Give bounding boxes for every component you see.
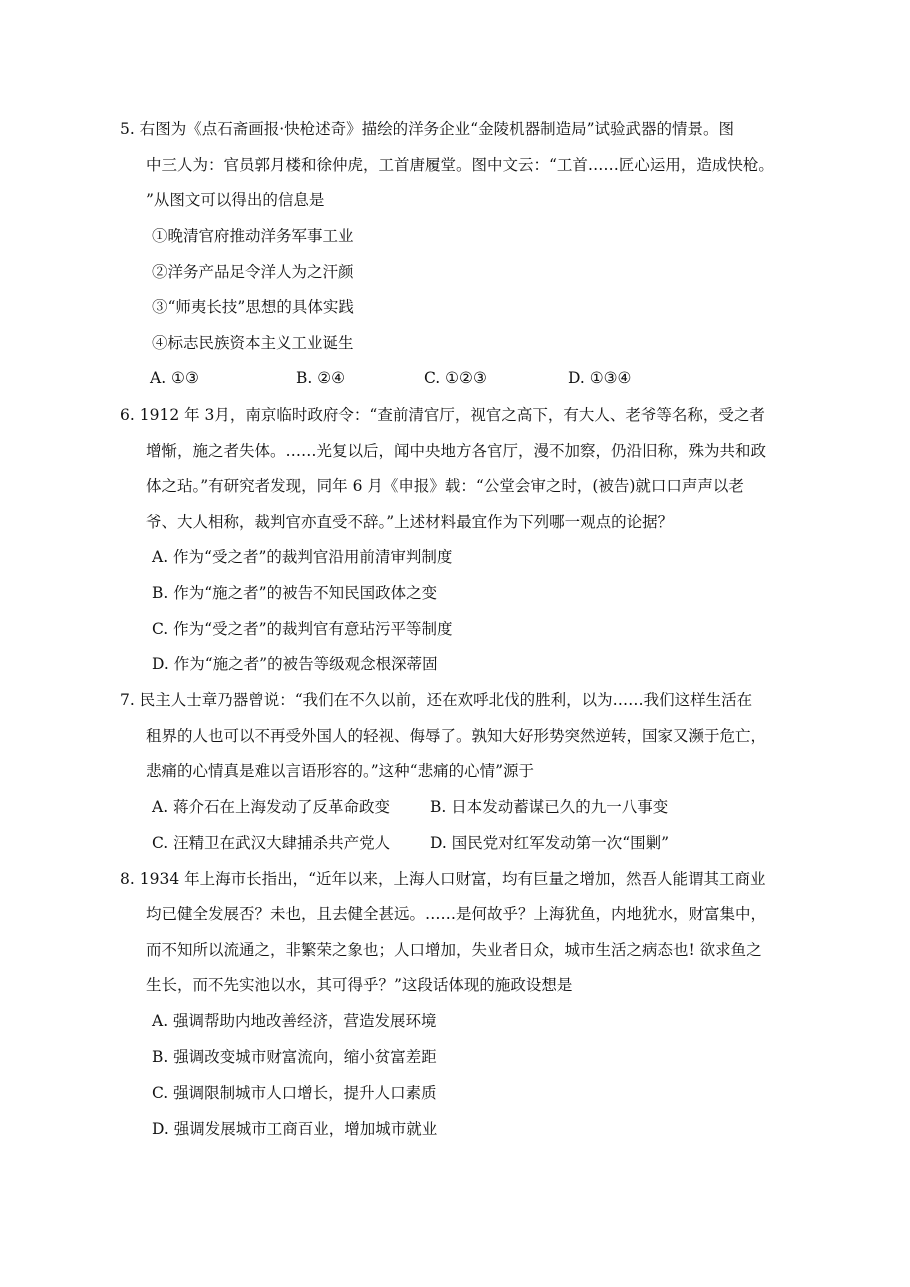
question-5-option-a[interactable]: A. ①③	[150, 369, 199, 387]
question-7-line-2: 租界的人也可以不再受外国人的轻视、侮辱了。孰知大好形势突然逆转，国家又濒于危亡，	[146, 727, 767, 745]
question-8-stem-text: 1934 年上海市长指出，“近年以来，上海人口财富，均有巨量之增加，然吾人能谓其工商业	[139, 870, 766, 888]
question-6-line-4: 爷、大人相称，裁判官亦直受不辞。”上述材料最宜作为下列哪一观点的论据？	[146, 513, 674, 531]
question-7-option-a[interactable]: A. 蒋介石在上海发动了反革命政变	[152, 798, 391, 816]
question-7-line-3: 悲痛的心情真是难以言语形容的。”这种“悲痛的心情”源于	[146, 762, 535, 780]
question-5-option-d[interactable]: D. ①③④	[568, 369, 632, 387]
question-8-option-d[interactable]: D. 强调发展城市工商百业，增加城市就业	[152, 1120, 438, 1138]
question-8-line-3: 而不知所以流通之，非繁荣之象也；人口增加，失业者日众，城市生活之病态也! 欲求鱼之	[146, 941, 762, 959]
question-6-option-d[interactable]: D. 作为“施之者”的被告等级观念根深蒂固	[152, 655, 438, 673]
question-6-stem-text: 1912 年 3月，南京临时政府令：“查前清官厅，视官之高下，有大人、老爷等名称，受之者	[139, 406, 765, 424]
question-5-number: 5.	[120, 120, 135, 138]
question-6-number: 6.	[120, 406, 135, 424]
question-6-line-3: 体之玷。”有研究者发现，同年 6 月《申报》载：“公堂会审之时，(被告)就口口声声以老	[146, 477, 744, 495]
question-5-line-1	[120, 118, 734, 140]
question-5-option-c[interactable]: C. ①②③	[424, 369, 487, 387]
question-6-option-a[interactable]: A. 作为“受之者”的裁判官沿用前清审判制度	[152, 548, 453, 566]
question-7-number: 7.	[120, 691, 135, 709]
question-5-item-2: ②洋务产品足令洋人为之汗颜	[152, 263, 354, 281]
question-7-option-c[interactable]: C. 汪精卫在武汉大肆捕杀共产党人	[152, 834, 391, 852]
question-7-stem-text: 民主人士章乃器曾说：“我们在不久以前，还在欢呼北伐的胜利，以为……我们这样生活在	[139, 691, 753, 709]
question-6-option-b[interactable]: B. 作为“施之者”的被告不知民国政体之变	[152, 584, 438, 602]
question-5-stem-text: 右图为《点石斋画报·快枪述奇》描绘的洋务企业“金陵机器制造局”试验武器的情景。图	[139, 120, 735, 138]
question-5-line-3: ”从图文可以得出的信息是	[146, 191, 325, 209]
question-6-option-c[interactable]: C. 作为“受之者”的裁判官有意玷污平等制度	[152, 620, 453, 638]
question-8-line-1	[120, 868, 766, 890]
question-7-option-b[interactable]: B. 日本发动蓄谋已久的九一八事变	[430, 798, 669, 816]
question-7-line-1	[120, 689, 752, 711]
question-5-option-b[interactable]: B. ②④	[296, 369, 346, 387]
question-5-item-3: ③“师夷长技”思想的具体实践	[152, 298, 354, 316]
question-7-options-row-1	[152, 796, 772, 818]
question-8-option-b[interactable]: B. 强调改变城市财富流向，缩小贫富差距	[152, 1048, 437, 1066]
question-5-item-4: ④标志民族资本主义工业诞生	[152, 334, 354, 352]
question-8-line-4: 生长，而不先实池以水，其可得乎？”这段话体现的施政设想是	[146, 976, 573, 994]
question-5-item-1: ①晚清官府推动洋务军事工业	[152, 227, 354, 245]
question-8-number: 8.	[120, 870, 135, 888]
question-5-options	[150, 367, 750, 389]
question-8-option-a[interactable]: A. 强调帮助内地改善经济，营造发展环境	[152, 1012, 437, 1030]
question-8-line-2: 均已健全发展否？未也，且去健全甚远。……是何故乎？上海犹鱼，内地犹水，财富集中，	[146, 905, 767, 923]
question-8-option-c[interactable]: C. 强调限制城市人口增长，提升人口素质	[152, 1084, 437, 1102]
question-7-option-d[interactable]: D. 国民党对红军发动第一次“围剿”	[430, 834, 670, 852]
question-6-line-1	[120, 404, 765, 426]
question-7-options-row-2	[152, 832, 772, 854]
question-6-line-2: 增惭，施之者失体。……光复以后，闻中央地方各官厅，漫不加察，仍沿旧称，殊为共和政	[146, 442, 767, 460]
question-5-line-2: 中三人为：官员郭月楼和徐仲虎，工首唐履堂。图中文云：“工首……匠心运用，造成快枪。	[146, 156, 774, 174]
